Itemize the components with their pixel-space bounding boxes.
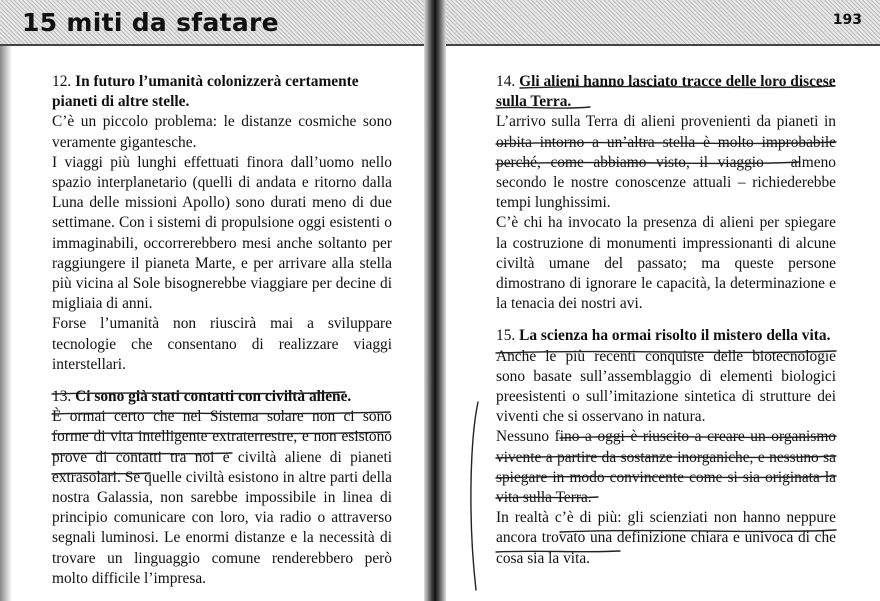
section-title: La scienza ha ormai risolto il mistero della vita. — [519, 327, 831, 345]
section-number: 15. — [496, 327, 516, 345]
section-12 — [52, 72, 392, 375]
paragraph: C’è un piccolo problema: le distanze cosmiche sono veramente gigantesche. — [52, 113, 392, 151]
paragraph: C’è chi ha invocato la presenza di alieni per spiegare la costruzione di monumenti impressionanti di alcune civiltà umane del passato; ma queste persone dimostrano di ignorare le capacità, la determinazione e la tenacia dei nostri avi. — [496, 214, 836, 313]
page-number: 193 — [832, 12, 862, 28]
paragraph: In realtà c’è di più: gli scienziati non hanno neppure ancora trovato una definizione chiara e univoca di che cosa sia la vita. — [496, 509, 836, 567]
section-heading — [496, 326, 836, 346]
section-heading — [52, 387, 392, 407]
section-heading — [496, 72, 836, 112]
section-title: Gli alieni hanno lasciato tracce delle loro discese sulla Terra. — [496, 73, 836, 111]
paragraph: L’arrivo sulla Terra di alieni provenienti da pianeti in orbita intorno a un’altra stella è molto improbabile perché, come abbiamo visto, il viaggio – almeno secondo le nostre conoscenze attuali – richiederebbe tempi lunghissimi. — [496, 113, 836, 212]
section-number: 14. — [496, 73, 516, 90]
section-14 — [496, 72, 836, 314]
book-gutter — [424, 0, 446, 601]
right-page — [496, 72, 836, 581]
page-edge-shadow — [0, 46, 12, 601]
section-title: In futuro l’umanità colonizzerà certamente pianeti di altre stelle. — [52, 73, 359, 111]
paragraph: I viaggi più lunghi effettuati finora dall’uomo nello spazio interplanetario (quelli di andata e ritorno dalla Luna delle missioni Apollo) sono durati meno di due settimane. Con i sistemi di propulsione oggi esistenti o immaginabili, occorrerebbero mesi anche soltanto per raggiungere il pianeta Marte, e per arrivare alla stella più vicina al Sole bisognerebbe viaggiare per decine di migliaia di anni. — [52, 153, 392, 313]
left-page — [52, 72, 392, 601]
section-number: 13. — [52, 388, 72, 406]
section-number: 12. — [52, 73, 72, 90]
running-title: 15 miti da sfatare — [22, 8, 279, 37]
paragraph: Nessuno fino a oggi è riuscito a creare un organismo vivente a partire da sostanze inorganiche, e nessuno sa spiegare in modo convincente come si sia originata la vita sulla Terra. — [496, 428, 836, 507]
paragraph: Forse l’umanità non riuscirà mai a sviluppare tecnologie che consentano di realizzare viaggi interstellari. — [52, 315, 392, 373]
paragraph: È ormai certo che nel Sistema solare non ci sono forme di vita intelligente extraterrestre, e non esistono prove di contatti tra noi e civiltà aliene di pianeti extrasolari. Se quelle civiltà esistono in altre parti della nostra Galassia, non sarebbe impossibile in linea di principio comunicare con loro, via radio o attraverso segnali luminosi. Le enormi distanze e la necessità di trovare un linguaggio comune renderebbero però molto difficile l’impresa. — [52, 408, 392, 587]
section-13 — [52, 387, 392, 589]
section-15 — [496, 326, 836, 568]
section-title: Ci sono già stati contatti con civiltà aliene. — [75, 388, 352, 406]
paragraph: Anche le più recenti conquiste delle biotecnologie sono basate sull’assemblaggio di elementi biologici preesistenti o sull’imitazione sintetica di strutture dei viventi che si osservano in natura. — [496, 347, 836, 426]
section-heading — [52, 72, 392, 112]
pen-margin-bracket — [471, 402, 478, 590]
